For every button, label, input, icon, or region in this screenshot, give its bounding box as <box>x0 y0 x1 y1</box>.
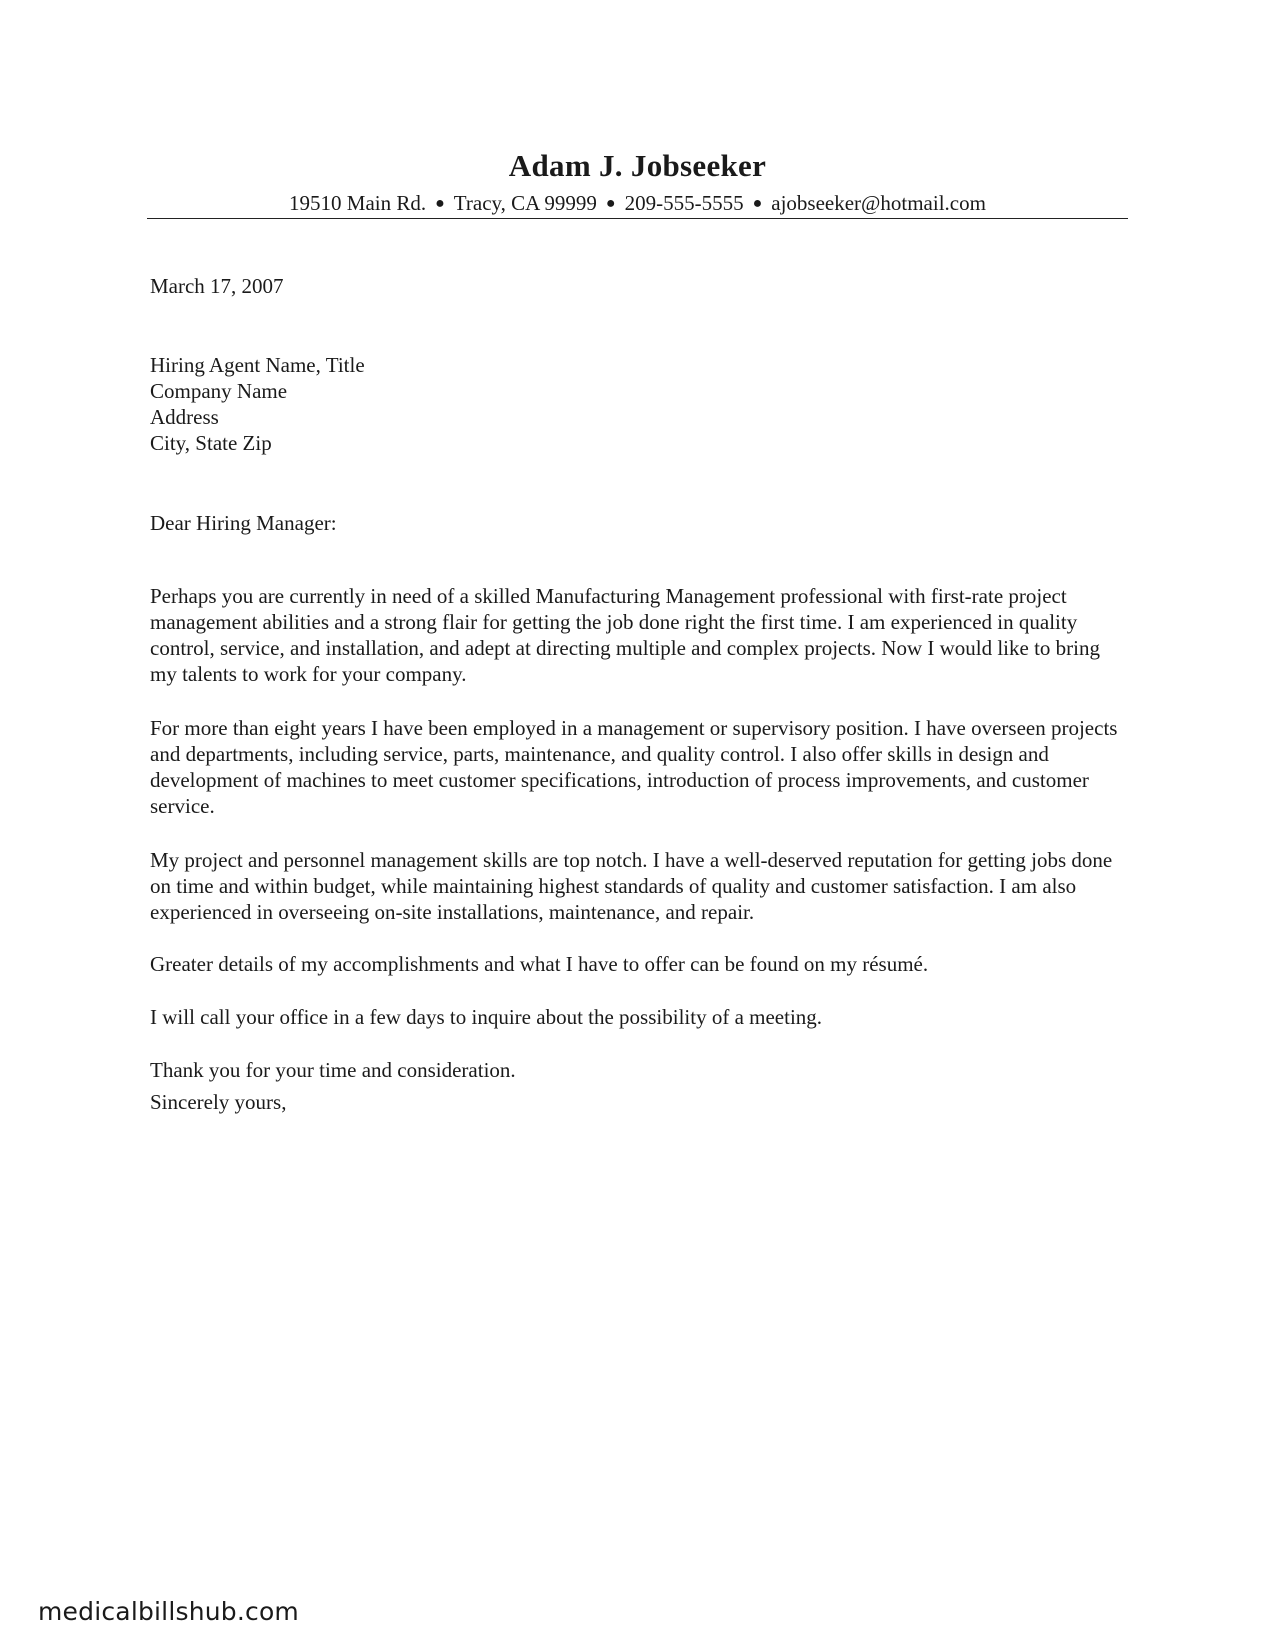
body-paragraph-4: Greater details of my accomplishments and what I have to offer can be found on my résumé. <box>150 952 929 976</box>
bullet-separator-icon: ● <box>435 195 445 212</box>
recipient-company: Company Name <box>150 379 288 403</box>
recipient-block <box>150 352 1130 456</box>
recipient-address: Address <box>150 405 219 429</box>
body-paragraph-2: For more than eight years I have been employed in a management or supervisory position. I have overseen projects and departments, including service, parts, maintenance, and quality control. I also offer skills in design and development of machines to meet customer specifications, introduction of process improvements, and customer service. <box>150 716 1118 818</box>
letter-date: March 17, 2007 <box>150 274 284 298</box>
contact-line <box>0 191 1275 216</box>
bullet-separator-icon: ● <box>752 195 763 212</box>
recipient-city-state-zip: City, State Zip <box>150 431 272 455</box>
recipient-name-title: Hiring Agent Name, Title <box>150 353 365 377</box>
site-watermark: medicalbillshub.com <box>38 1597 299 1626</box>
bullet-separator-icon: ● <box>605 195 616 212</box>
contact-email: ajobseeker@hotmail.com <box>771 191 986 215</box>
body-paragraph-6: Thank you for your time and consideration. <box>150 1058 516 1082</box>
salutation: Dear Hiring Manager: <box>150 511 337 535</box>
body-paragraph-3: My project and personnel management skills are top notch. I have a well-deserved reputation for getting jobs done on time and within budget, while maintaining highest standards of quality and customer satisfaction. I am also experienced in overseeing on-site installations, maintenance, and repair. <box>150 848 1113 924</box>
header-divider <box>147 218 1128 219</box>
body-paragraph-5: I will call your office in a few days to inquire about the possibility of a meeting. <box>150 1005 823 1029</box>
contact-city-state-zip: Tracy, CA 99999 <box>453 191 597 215</box>
contact-address: 19510 Main Rd. <box>289 191 427 215</box>
letterhead-name: Adam J. Jobseeker <box>508 148 767 183</box>
closing: Sincerely yours, <box>150 1090 287 1114</box>
body-paragraph-1: Perhaps you are currently in need of a skilled Manufacturing Management professional with first-rate project management abilities and a strong flair for getting the job done right the first time. I am experienced in quality control, service, and installation, and adept at directing multiple and complex projects. Now I would like to bring my talents to work for your company. <box>150 584 1101 686</box>
contact-phone: 209-555-5555 <box>624 191 744 215</box>
